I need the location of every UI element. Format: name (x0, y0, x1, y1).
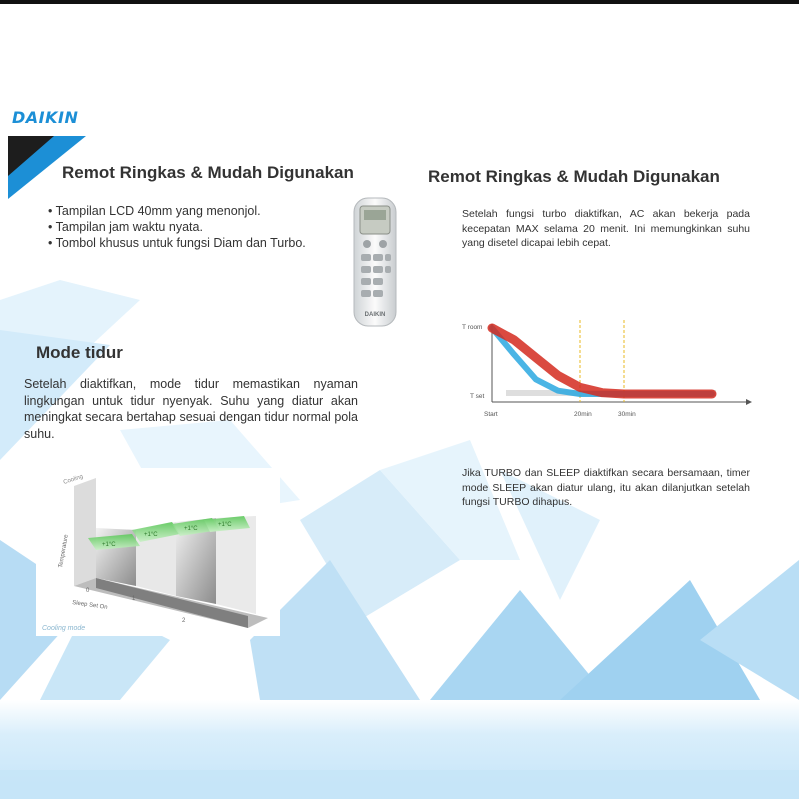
feature-list (48, 203, 334, 251)
sleep-mode-diagram (36, 468, 280, 636)
right-heading: Remot Ringkas & Mudah Digunakan (428, 167, 720, 186)
x-tick-label: 20min (574, 411, 592, 418)
x-tick-label: Start (484, 411, 498, 418)
y-tick-label: T set (470, 393, 485, 400)
brand-name: DAIKIN (12, 108, 79, 127)
step-label: +1°C (218, 522, 232, 528)
turbo-sleep-description: Jika TURBO dan SLEEP diaktifkan secara bersamaan, timer mode SLEEP akan diatur ulang, itu akan dilanjutkan setelah fungsi TURBO dihapus. (462, 467, 750, 508)
feature-item: • Tampilan LCD 40mm yang menonjol. (48, 204, 261, 218)
step-label: +1°C (144, 532, 158, 538)
turbo-description: Setelah fungsi turbo diaktifkan, AC akan bekerja pada kecepatan MAX selama 20 menit. Ini memungkinkan suhu yang disetel dicapai lebih cepat. (462, 208, 750, 249)
series-line (492, 328, 712, 394)
temperature-label: Temperature (58, 534, 70, 569)
feature-item: • Tombol khusus untuk fungsi Diam dan Turbo. (48, 236, 306, 250)
sleep-heading: Mode tidur (36, 343, 123, 362)
logo-triangle-icon (8, 104, 98, 199)
sleep-set-on-label: Sleep Set On (71, 600, 108, 611)
x-axis-arrow-icon (746, 399, 752, 405)
sleep-mode-diagram-graphic (36, 468, 280, 636)
cooling-label: Cooling (62, 473, 84, 486)
sleep-description: Setelah diaktifkan, mode tidur memastikan nyaman lingkungan untuk tidur nyenyak. Suhu yang diatur akan meningkat secara bertahap sesuai dengan tidur normal pola suhu. (24, 377, 358, 441)
tick-label: 0 (86, 588, 90, 594)
y-tick-label: T room (462, 324, 483, 331)
tick-label: 1 (132, 596, 136, 602)
step-label: +1°C (184, 526, 198, 532)
feature-item: • Tampilan jam waktu nyata. (48, 220, 203, 234)
step-label: +1°C (102, 542, 116, 548)
left-heading: Remot Ringkas & Mudah Digunakan (62, 163, 354, 182)
remote-brand-label: DAIKIN (364, 312, 386, 318)
remote-control-icon (350, 196, 400, 328)
tick-label: 2 (182, 618, 186, 624)
daikin-logo (8, 104, 98, 199)
series-line (492, 328, 712, 394)
x-tick-label: 30min (618, 411, 636, 418)
cooling-mode-label: Cooling mode (42, 625, 86, 632)
turbo-chart (456, 318, 756, 428)
